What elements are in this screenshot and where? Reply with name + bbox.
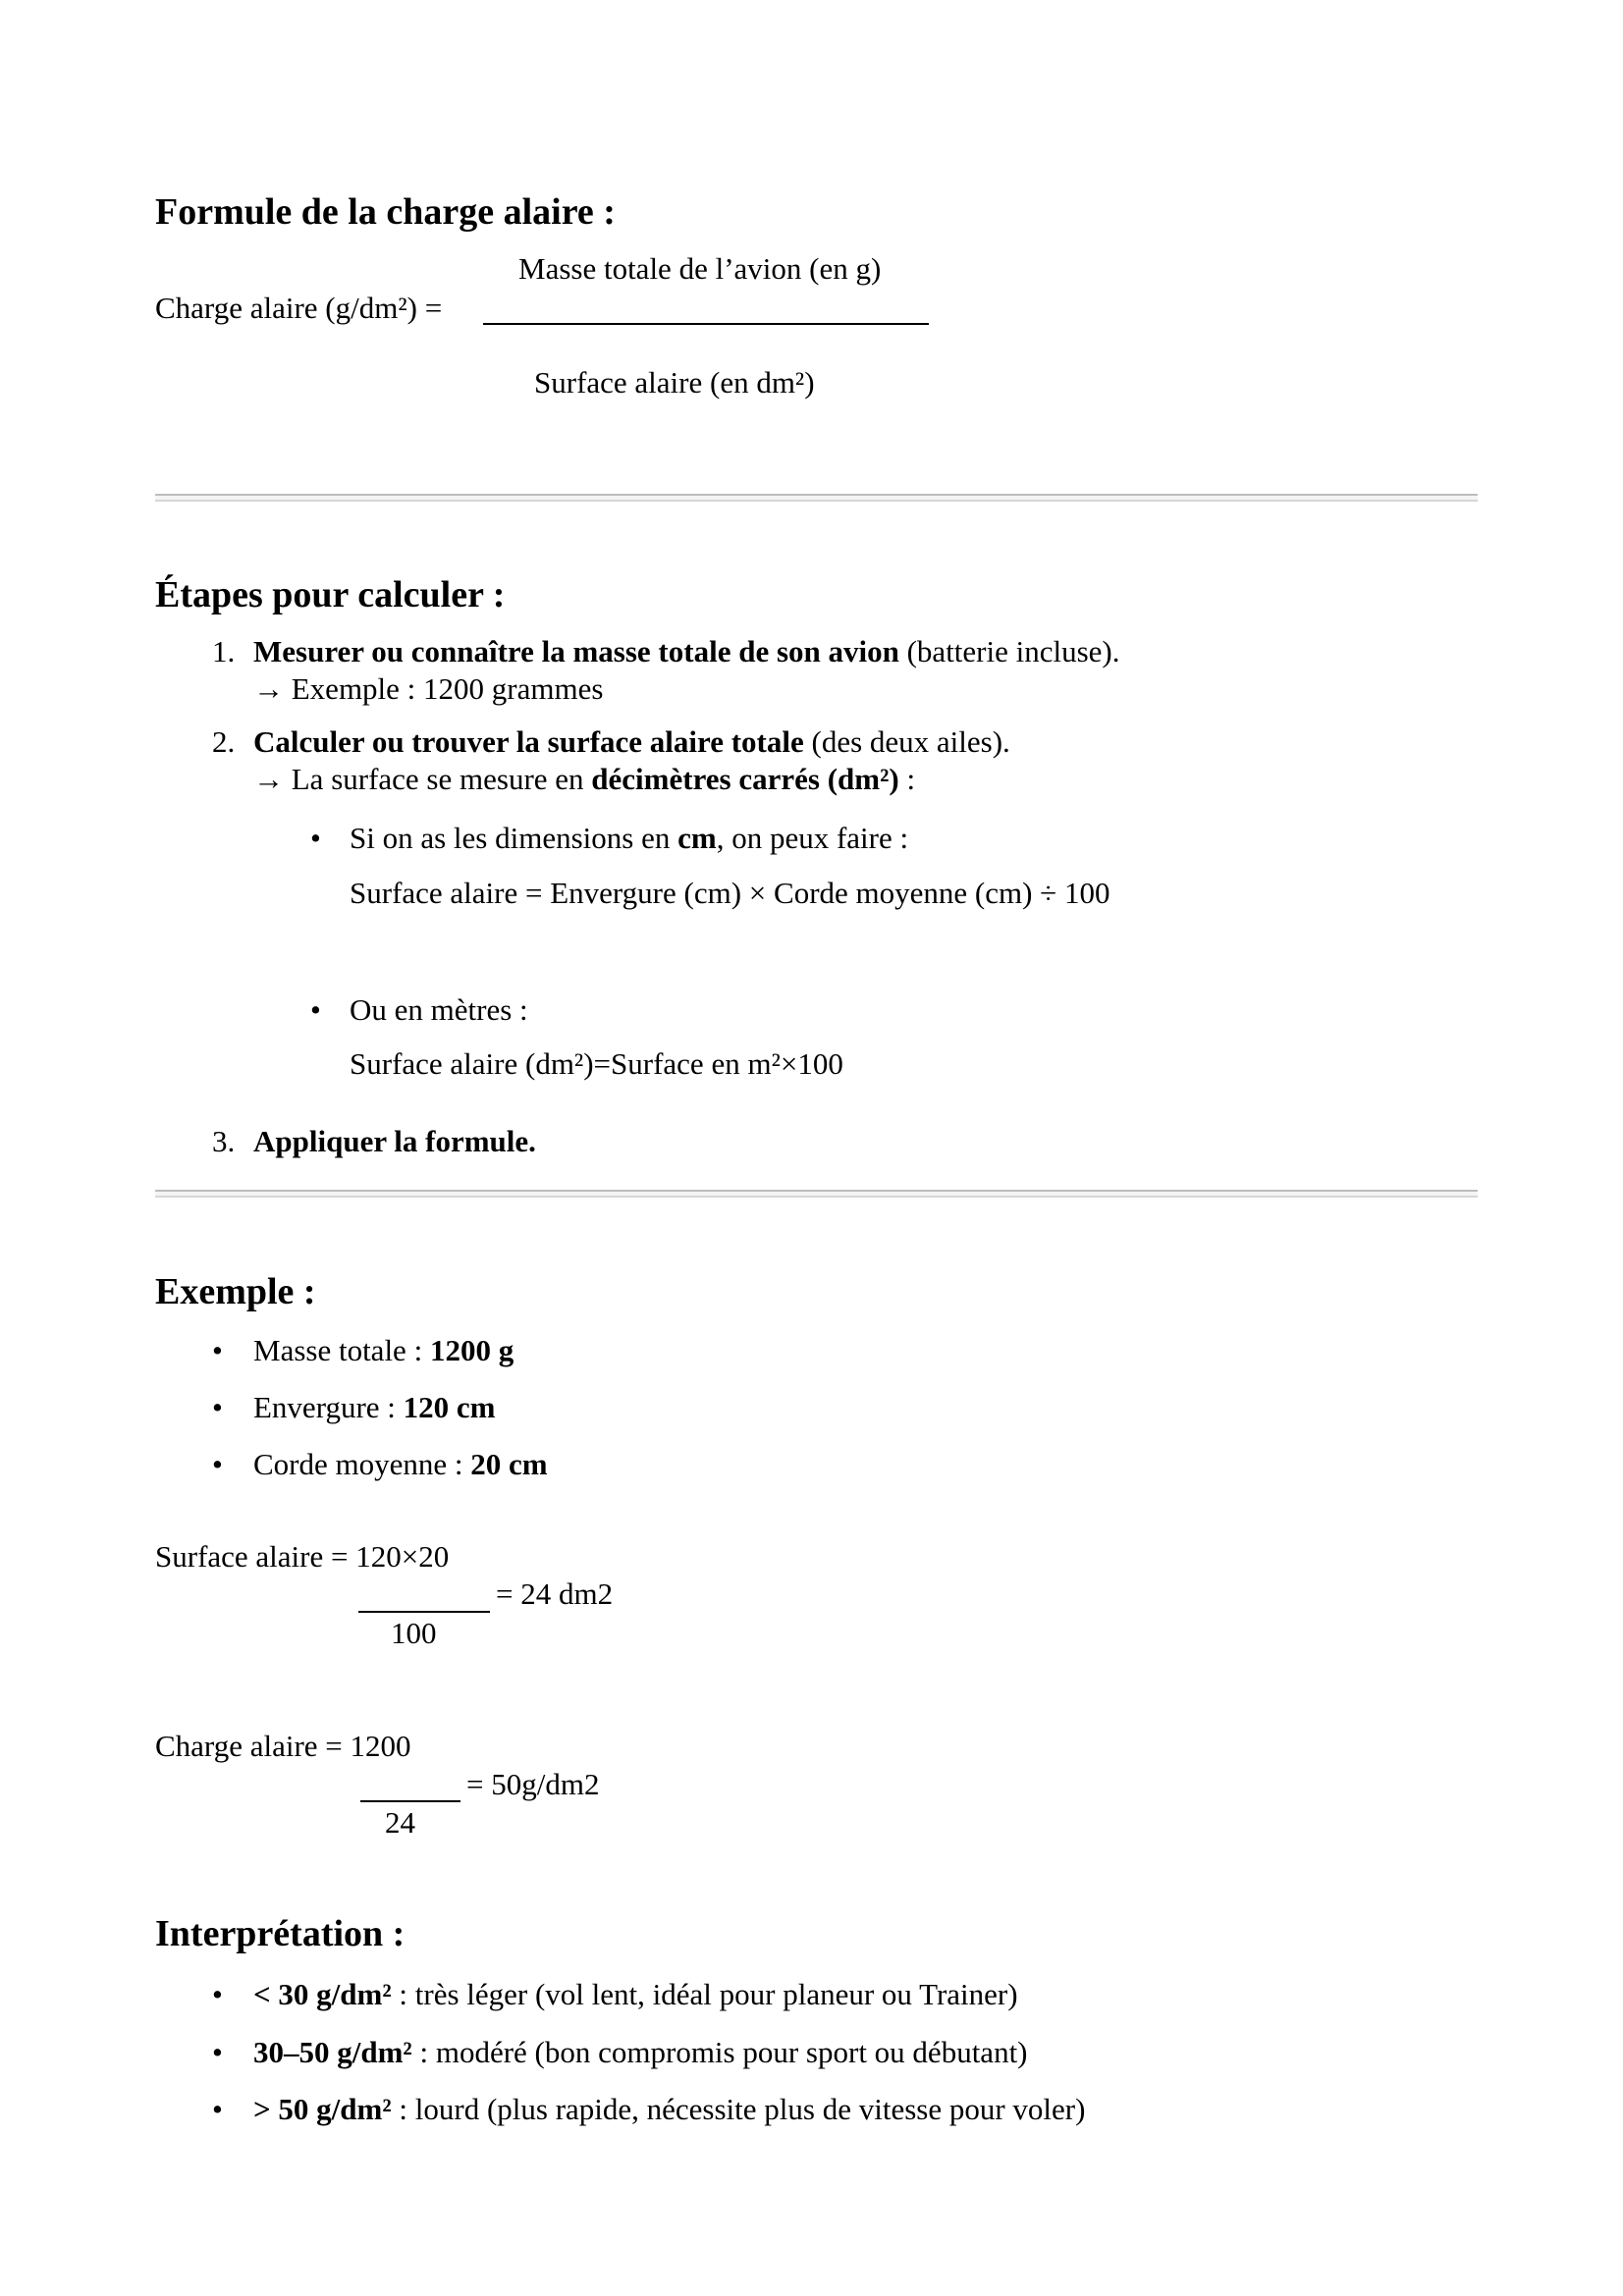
bullet-icon: • <box>212 2092 223 2126</box>
formula-numerator: Masse totale de l’avion (en g) <box>518 251 882 286</box>
surface-fraction-line <box>358 1611 490 1613</box>
formula-fraction-line <box>483 323 929 325</box>
example-item-chord: Corde moyenne : 20 cm <box>253 1447 548 1481</box>
section-divider <box>155 494 1478 502</box>
interpretation-heading: Interprétation : <box>155 1913 406 1954</box>
interpretation-item-light: < 30 g/dm² : très léger (vol lent, idéal pour planeur ou Trainer) <box>253 1977 1018 2011</box>
charge-calc-result: = 50g/dm2 <box>466 1767 600 1801</box>
bullet-icon: • <box>212 1333 223 1367</box>
step-1-example: → Exemple : 1200 grammes <box>253 671 604 706</box>
bullet-icon: • <box>212 1977 223 2011</box>
surface-calc-denominator: 100 <box>391 1616 437 1650</box>
bullet-icon: • <box>212 1390 223 1424</box>
step-2-text: Calculer ou trouver la surface alaire totale (des deux ailes). <box>253 724 1010 759</box>
surface-formula-m: Surface alaire (dm²)=Surface en m²×100 <box>350 1046 843 1081</box>
surface-calc-result: = 24 dm2 <box>496 1576 614 1611</box>
bullet-m-text: Ou en mètres : <box>350 992 528 1027</box>
surface-calc-lhs: Surface alaire = 120×20 <box>155 1539 450 1574</box>
charge-calc-lhs: Charge alaire = 1200 <box>155 1729 411 1763</box>
step-1-number: 1. <box>212 634 236 668</box>
example-item-span: Envergure : 120 cm <box>253 1390 496 1424</box>
formula-lhs: Charge alaire (g/dm²) = <box>155 291 443 325</box>
bullet-icon: • <box>310 821 321 855</box>
bullet-cm-text: Si on as les dimensions en cm, on peux faire : <box>350 821 909 855</box>
steps-heading: Étapes pour calculer : <box>155 574 506 615</box>
formula-denominator: Surface alaire (en dm²) <box>534 365 815 400</box>
bullet-icon: • <box>310 992 321 1027</box>
example-item-mass: Masse totale : 1200 g <box>253 1333 514 1367</box>
bullet-icon: • <box>212 1447 223 1481</box>
interpretation-item-heavy: > 50 g/dm² : lourd (plus rapide, nécessite plus de vitesse pour voler) <box>253 2092 1086 2126</box>
step-1-text: Mesurer ou connaître la masse totale de son avion (batterie incluse). <box>253 634 1120 668</box>
interpretation-item-moderate: 30–50 g/dm² : modéré (bon compromis pour sport ou débutant) <box>253 2035 1028 2069</box>
section-divider <box>155 1190 1478 1198</box>
step-2-number: 2. <box>212 724 236 759</box>
step-3-text: Appliquer la formule. <box>253 1124 536 1158</box>
bullet-icon: • <box>212 2035 223 2069</box>
charge-calc-denominator: 24 <box>385 1805 415 1840</box>
step-2-unit-note: → La surface se mesure en décimètres carrés (dm²) : <box>253 762 916 796</box>
step-3-number: 3. <box>212 1124 236 1158</box>
charge-fraction-line <box>360 1800 460 1802</box>
surface-formula-cm: Surface alaire = Envergure (cm) × Corde moyenne (cm) ÷ 100 <box>350 876 1110 910</box>
example-heading: Exemple : <box>155 1271 316 1312</box>
formula-heading: Formule de la charge alaire : <box>155 191 616 233</box>
